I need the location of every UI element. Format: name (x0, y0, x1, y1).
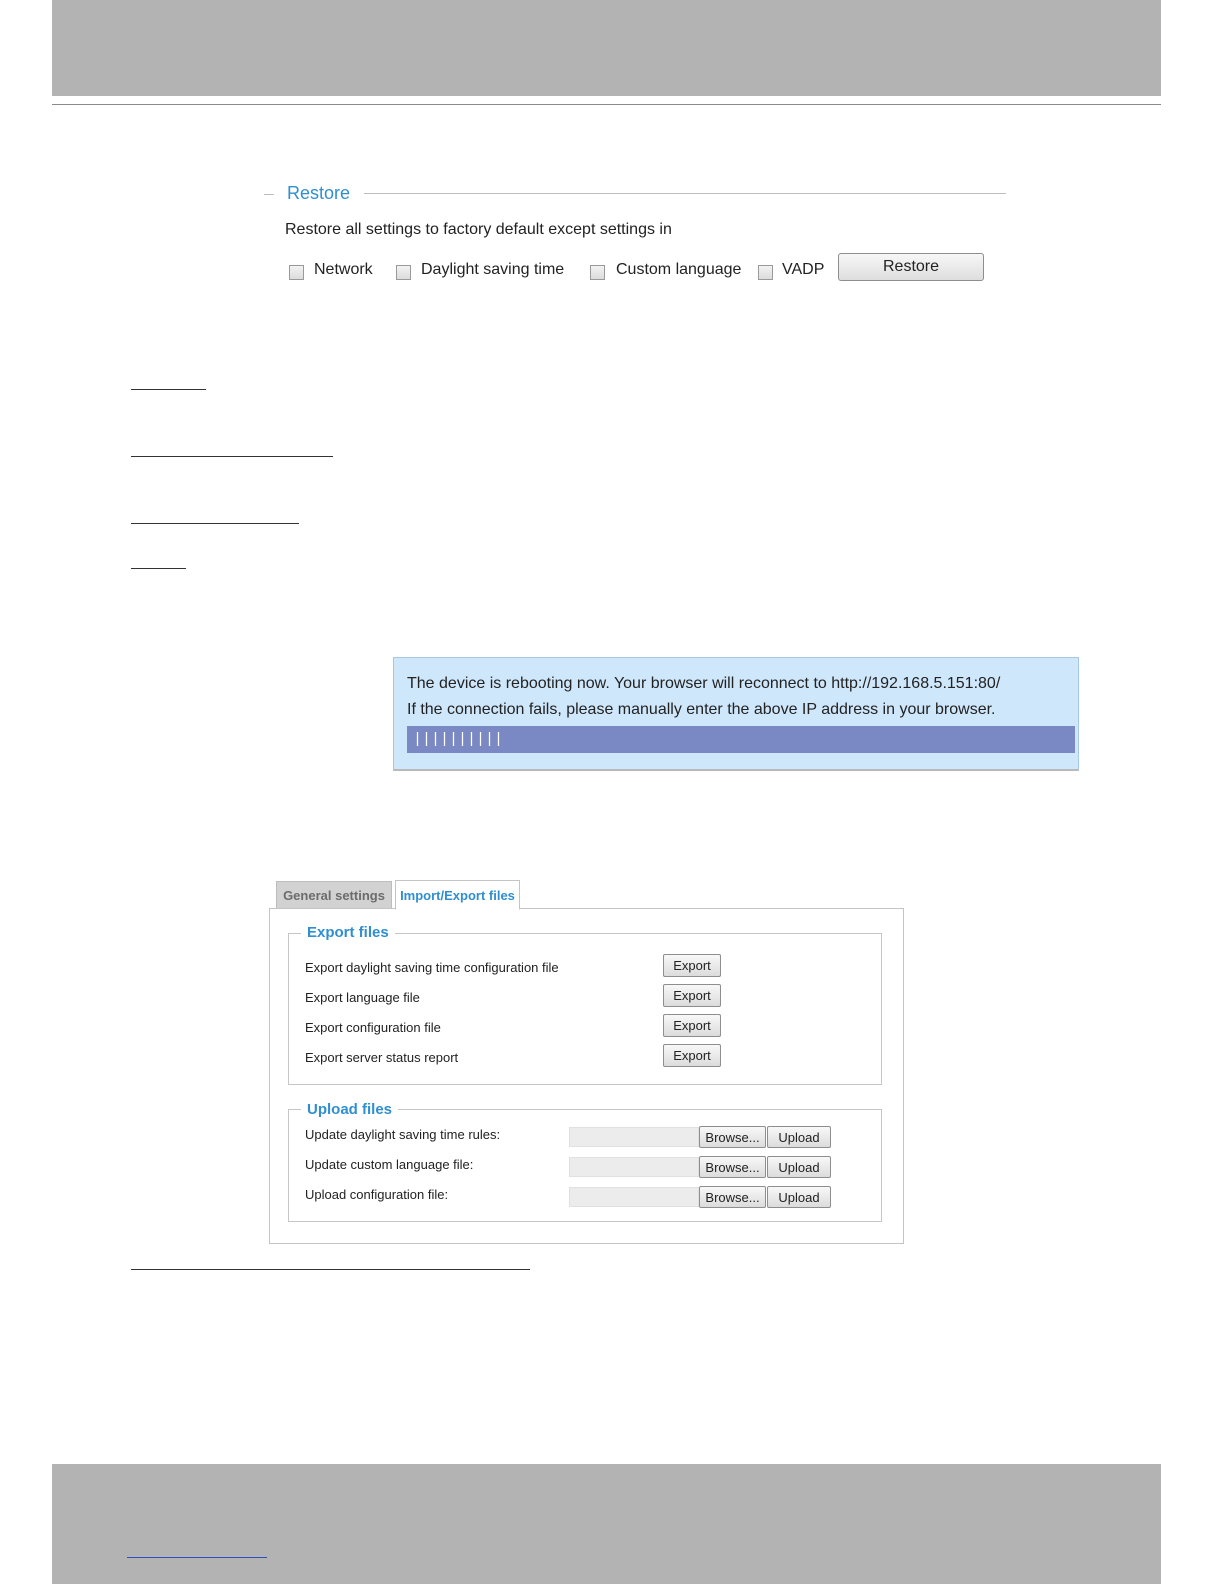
export-language-label: Export language file (305, 990, 420, 1005)
restore-button[interactable]: Restore (838, 253, 984, 281)
export-status-report-label: Export server status report (305, 1050, 459, 1065)
doc-underline-5 (131, 1269, 530, 1270)
reboot-progress-ticks: |||||||||| (413, 731, 504, 748)
upload-language-upload-button[interactable]: Upload (767, 1156, 831, 1178)
upload-dst-label: Update daylight saving time rules: (305, 1127, 501, 1142)
upload-configuration-label: Upload configuration file: (305, 1187, 449, 1202)
restore-legend-tick (264, 194, 274, 195)
upload-configuration-file-field[interactable] (569, 1187, 699, 1207)
vadp-checkbox[interactable] (758, 265, 773, 280)
upload-language-file-field[interactable] (569, 1157, 699, 1177)
doc-underline-3 (131, 523, 299, 524)
upload-dst-upload-button[interactable]: Upload (767, 1126, 831, 1148)
tab-general-settings[interactable]: General settings (276, 881, 392, 909)
custom-language-checkbox-label: Custom language (616, 261, 742, 278)
tab-import-export-files[interactable]: Import/Export files (395, 880, 520, 910)
network-checkbox[interactable] (289, 265, 304, 280)
daylight-saving-checkbox[interactable] (396, 265, 411, 280)
upload-language-browse-button[interactable]: Browse... (699, 1156, 766, 1178)
upload-language-label: Update custom language file: (305, 1157, 474, 1172)
network-checkbox-label: Network (314, 261, 373, 278)
reboot-hint: If the connection fails, please manually enter the above IP address in your browser. (407, 701, 996, 718)
export-dst-label: Export daylight saving time configuration file (305, 960, 559, 975)
export-files-legend: Export files (301, 924, 395, 941)
doc-underline-4 (131, 568, 186, 569)
upload-configuration-upload-button[interactable]: Upload (767, 1186, 831, 1208)
export-status-report-button[interactable]: Export (663, 1044, 721, 1067)
header-rule (52, 104, 1161, 105)
doc-underline-2 (131, 456, 333, 457)
header-band (52, 0, 1161, 96)
restore-description: Restore all settings to factory default except settings in (285, 221, 672, 238)
daylight-saving-checkbox-label: Daylight saving time (421, 261, 565, 278)
custom-language-checkbox[interactable] (590, 265, 605, 280)
export-configuration-button[interactable]: Export (663, 1014, 721, 1037)
doc-underline-1 (131, 389, 206, 390)
vadp-checkbox-label: VADP (782, 261, 825, 278)
upload-files-legend: Upload files (301, 1101, 398, 1118)
restore-legend: Restore (287, 183, 351, 203)
export-language-button[interactable]: Export (663, 984, 721, 1007)
export-configuration-label: Export configuration file (305, 1020, 441, 1035)
export-dst-button[interactable]: Export (663, 954, 721, 977)
upload-dst-file-field[interactable] (569, 1127, 699, 1147)
reboot-progress-bar (407, 726, 1075, 753)
upload-configuration-browse-button[interactable]: Browse... (699, 1186, 766, 1208)
footer-band (52, 1464, 1161, 1584)
restore-legend-line (364, 193, 1006, 194)
footer-link-underline (127, 1557, 267, 1558)
reboot-message: The device is rebooting now. Your browser will reconnect to http://192.168.5.151:80/ (407, 675, 1001, 692)
upload-dst-browse-button[interactable]: Browse... (699, 1126, 766, 1148)
